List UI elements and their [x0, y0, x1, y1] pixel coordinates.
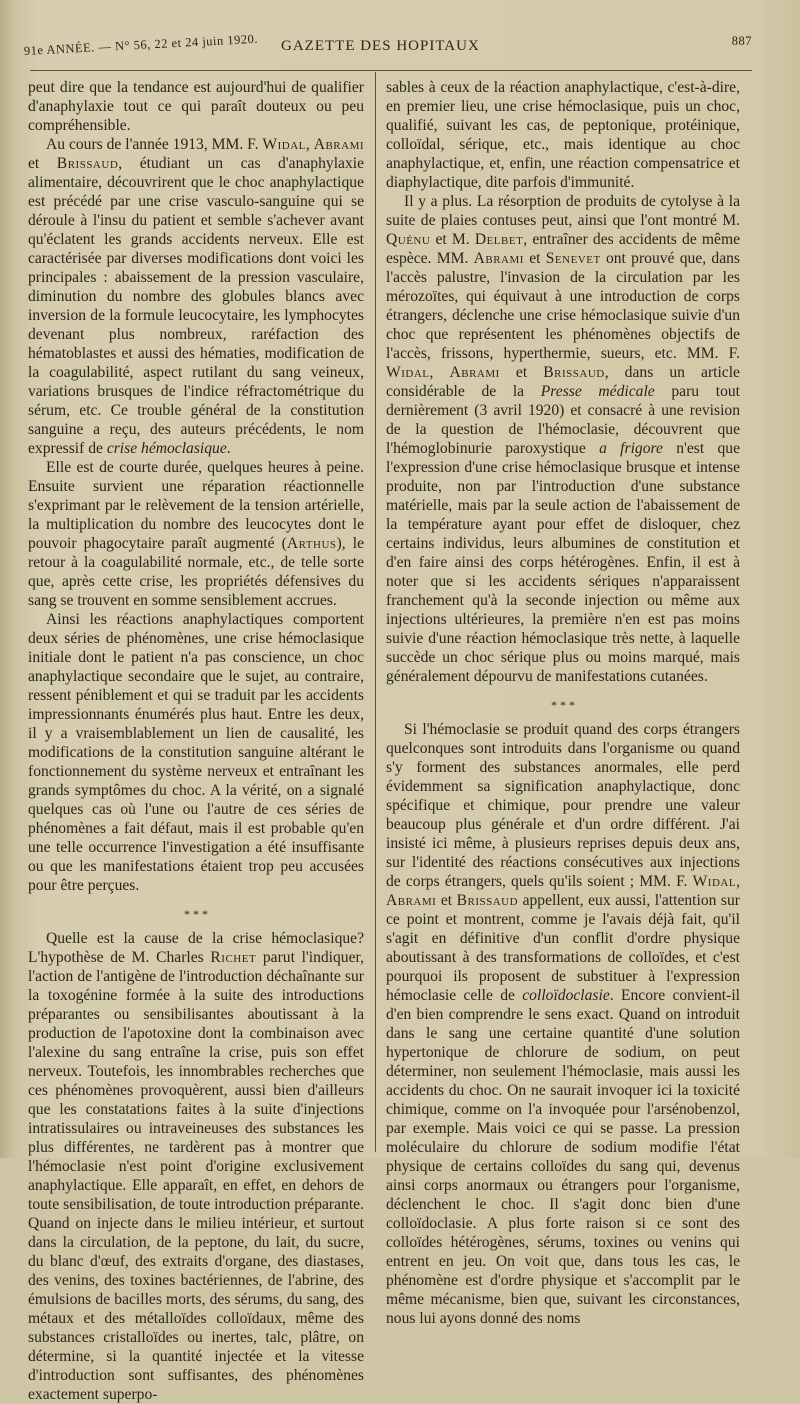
section-separator: * * * — [551, 698, 575, 712]
publication-title: GAZETTE DES HOPITAUX — [281, 38, 480, 54]
author-name: Widal — [262, 136, 306, 153]
journal-title: Presse médicale — [540, 383, 655, 400]
paragraph: Ainsi les réactions anaphylactiques comportent deux séries de phénomènes, une crise hémoclasique initiale dont le patient n'a pas conscience, un choc anaphylactique secondaire que le sujet, au contraire, ressent péniblement et qui se traduit par les accidents impressionnants énumérés plus haut. Entre les deux, il y a vraisemblablement un lien de causalité, les modifications de la constitution sanguine altérant le fonctionnement du système nerveux et entraînant les grands symptômes du choc. A la vérité, on a signalé quelques cas où l'une ou l'autre de ces séries de phénomènes a fait défaut, mais il est probable qu'en une telle occurrence l'investigation a été insuffisante ou que les manifestations étaient trop peu accusées pour être perçues. — [28, 611, 364, 894]
author-name: Quénu — [386, 231, 431, 248]
issue-info: 91e ANNÉE. — N° 56, 22 et 24 juin 1920. — [23, 31, 259, 58]
page-number: 887 — [731, 34, 752, 48]
paragraph: Au cours de l'année 1913, MM. F. Widal, Abrami et Brissaud, étudiant un cas d'anaphylaxie alimentaire, découvrirent que le choc anaphylactique est précédé par une crise vasculo-sanguine qui se déroule à l'insu du patient et semble s'achever avant qu'éclatent les grands accidents nerveux. Elle est caractérisée par diverses modifications dont voici les principales : abaissement de la pression vasculaire, diminution du nombre des globules blancs avec inversion de la formule leucocytaire, les lymphocytes devenant plus nombreux, raréfaction des hématoblastes et aussi des hématies, modification de la coagulabilité, aspect rutilant du sang veineux, variations brusques de l'indice réfractométrique du sérum, etc. Ce trouble général de la constitution sanguine a reçu, des auteurs précédents, le nom expressif de crise hémoclasique. — [28, 136, 365, 457]
author-name: Widal — [692, 873, 737, 890]
paragraph: sables à ceux de la réaction anaphylactique, c'est-à-dire, en premier lieu, une crise hémoclasique, puis un choc, qualifié, suivant les cas, de peptonique, protéinique, colloïdal, sérique, etc., mais identique au choc anaphylactique, et, enfin, une réaction compensatrice et diaphylactique, dite parfois d'immunité. — [386, 79, 740, 191]
emphasis: colloïdoclasie — [522, 987, 610, 1004]
paragraph: peut dire que la tendance est aujourd'hui de qualifier d'anaphylaxie tout ce qui paraît douteux ou peu compréhensible. — [28, 79, 364, 134]
paragraph: Elle est de courte durée, quelques heures à peine. Ensuite survient une réparation réactionnelle s'exprimant par le relèvement de la tension artérielle, la multiplication du nombre des leucocytes dont le pouvoir phagocytaire paraît augmenté (Arthus), le retour à la coagulabilité normale, etc., de telle sorte que, après cette crise, les propriétés défensives du sang se trouvent en somme sensiblement accrues. — [28, 459, 365, 609]
author-name: Brissaud — [543, 364, 605, 381]
author-name: Widal — [386, 364, 430, 381]
page-header — [23, 31, 752, 60]
author-name: Arthus — [286, 535, 337, 552]
left-column — [28, 78, 364, 1404]
author-name: Abrami — [449, 364, 500, 381]
section-separator: * * * — [184, 907, 208, 921]
author-name: Brissaud — [456, 892, 519, 909]
author-name: Delbet — [474, 231, 524, 248]
paragraph: Quelle est la cause de la crise hémoclasique? L'hypothèse de M. Charles Richet parut l'indiquer, l'action de l'antigène de l'introduction déchaînante sur la toxogénine formée à la suite des introductions préparantes ou sensibilisantes aboutissant à la production de l'apotoxine dont la combinaison avec l'alexine du sang entraîne la crise, puis son effet nerveux. Toutefois, les innombrables recherches que ces phénomènes provoquèrent, aussi bien d'ailleurs que les constatations faites à la suite d'injections intratissulaires ou intraveineuses des substances les plus différentes, ne tardèrent pas à montrer que l'hémoclasie n'est point d'origine exclusivement anaphylactique. Elle apparaît, en effet, en dehors de toute sensibilisation, de toute introduction préparante. Quand on injecte dans le milieu intérieur, et surtout dans la circulation, de la peptone, du lait, du sucre, du blanc d'œuf, des extraits d'organe, des diastases, des venins, des toxines bactériennes, de l'abrine, des émulsions de bacilles morts, des sérums, du sang, des métaux et des métalloïdes colloïdaux, même des substances cristalloïdes ou inertes, talc, plâtre, on détermine, si la quantité injectée et la vitesse d'introduction sont suffisantes, des phénomènes exactement superpo- — [28, 930, 364, 1403]
paragraph: Il y a plus. La résorption de produits de cytolyse à la suite de plaies contuses peut, ainsi que l'ont montré M. Quénu et M. Delbet, entraîner des accidents de même espèce. MM. Abrami et Senevet ont prouvé que, dans l'accès palustre, l'invasion de la circulation par les mérozoïtes, qui équivaut à une introduction de corps étrangers, déclenche une crise hémoclasique suivie d'un choc que représentent les phénomènes objectifs de l'accès, frissons, hyperthermie, sueurs, etc. MM. F. Widal, Abrami et Brissaud, dans un article considérable de la Presse médicale paru tout dernièrement (3 avril 1920) et consacré à une revision de la question de l'hémoclasie, découvrent que l'hémoglobinurie paroxystique a frigore n'est que l'expression d'une crise hémoclasique brusque et intense produite, non par l'introduction d'une substance matérielle, mais par la seule action de l'abaissement de la température ayant pour effet de disloquer, chez certains individus, leurs albumines de constitution et d'en faire ainsi des corps hétérogènes. Enfin, il est à noter que si les accidents sériques n'apparaissent franchement qu'à la seconde injection ou même aux injections ultérieures, la première n'en est pas moins suivie d'une réaction hémoclasique très nette, à laquelle succède un choc sérique plus ou moins marqué, mais généralement dépourvu de manifestations cutanées. — [386, 193, 741, 685]
author-name: Senevet — [545, 250, 601, 267]
author-name: Abrami — [386, 892, 437, 909]
paragraph: Si l'hémoclasie se produit quand des corps étrangers quelconques sont introduits dans l'organisme ou quand s'y forment des substances anormales, elle perd évidemment sa signification anaphylactique, donc spécifique et chimique, pour prendre une valeur beaucoup plus générale et d'un ordre différent. J'ai insisté ici même, à plusieurs reprises depuis deux ans, sur l'identité des réactions consécutives aux injections de corps étrangers, quels qu'ils soient ; MM. F. Widal, Abrami et Brissaud appellent, eux aussi, l'attention sur ce point et montrent, comme je l'avais déjà fait, qu'il s'agit en définitive d'un conflit d'ordre physique aboutissant à des transformations de colloïdes, et c'est pourquoi ils proposent de substituer à l'expression hémoclasie celle de colloïdoclasie. Encore convient-il d'en bien comprendre le sens exact. Quand on introduit dans le sang une certaine quantité d'une solution hypertonique de chlorure de sodium, on peut déterminer, non seulement l'hémoclasie, mais aussi les accidents du choc. On ne saurait invoquer ici la toxicité chimique, comme on l'a invoquée pour l'arsénobenzol, par exemple. Mais voici ce qui se passe. La pression moléculaire du chlorure de sodium modifie l'état physique de certains colloïdes du sang qui, devenus ainsi corps anormaux ou étrangers pour l'organisme, déclenchent le choc. Il s'agit donc bien d'une colloïdoclasie. A plus forte raison si ce sont des colloïdes hétérogènes, sérums, toxines ou venins qui entrent en jeu. On voit que, dans tous les cas, le phénomène est d'ordre physique et s'accomplit par le même mécanisme, bien que, suivant les circonstances, nous lui ayons donné des noms — [386, 721, 741, 1327]
author-name: Abrami — [313, 136, 365, 153]
column-divider — [375, 72, 376, 1152]
header-rule — [30, 70, 752, 71]
right-column — [386, 78, 740, 1328]
emphasis: crise hémoclasique — [106, 440, 227, 457]
author-name: Abrami — [473, 250, 524, 267]
author-name: Richet — [210, 949, 257, 966]
author-name: Brissaud — [56, 155, 119, 172]
emphasis: a frigore — [599, 440, 663, 457]
